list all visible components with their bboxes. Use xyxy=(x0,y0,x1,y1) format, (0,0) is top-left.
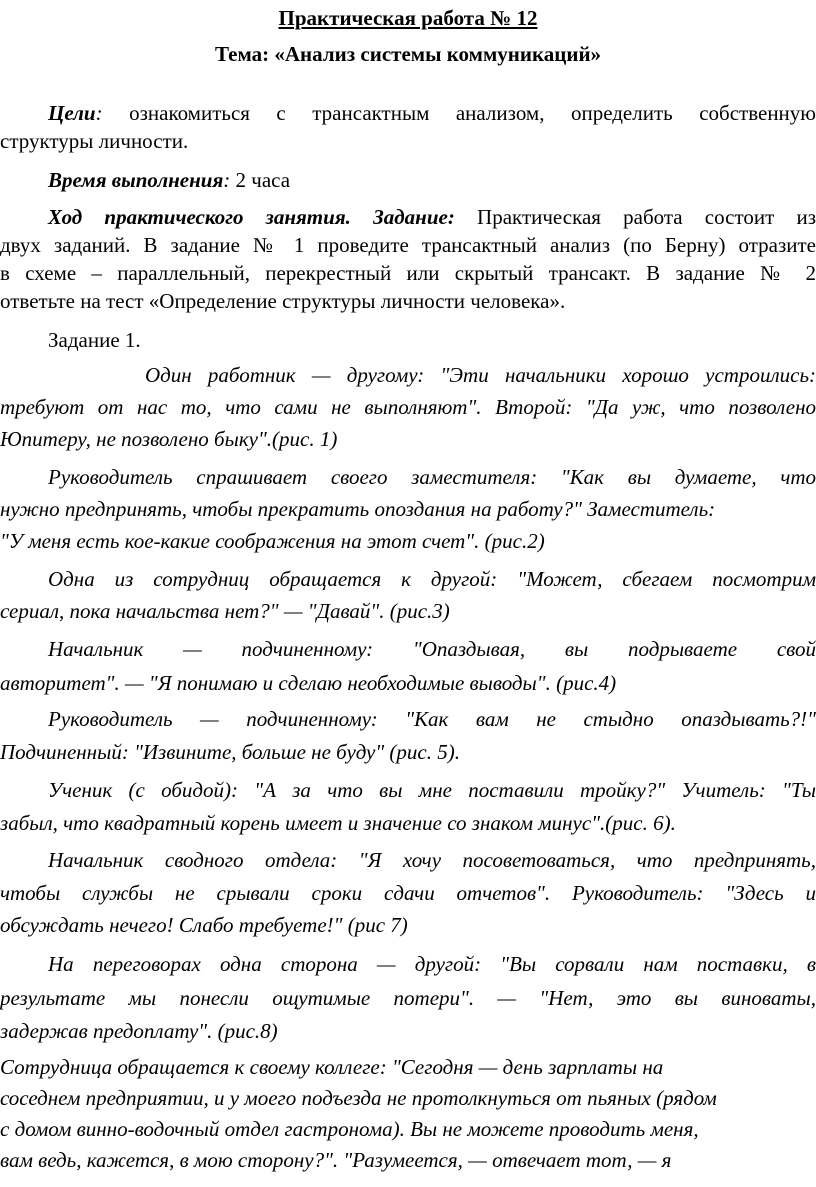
situation-7-line-3: обсуждать нечего! Слабо требуете!" (рис 7) xyxy=(0,913,408,937)
situation-1-line-2: требуют от нас то, что сами не выполняют". Второй: "Да уж, что позволено xyxy=(0,395,816,419)
situation-9-line-2: соседнем предприятии, и у моего подъезда не протолкнуться от пьяных (рядом xyxy=(0,1086,717,1110)
situation-1-line-3: Юпитеру, не позволено быку".(рис. 1) xyxy=(0,427,338,451)
time-line xyxy=(0,166,816,194)
procedure-text-3: в схеме – параллельный, перекрестный или скрытый трансакт. В задание № 2 xyxy=(0,261,816,285)
situation-2-line-2: нужно предпринять, чтобы прекратить опоздания на работу?" Заместитель: xyxy=(0,497,716,521)
situation-3-line-2: сериал, пока начальства нет?" — "Давай". (рис.3) xyxy=(0,599,450,623)
task-heading: Задание 1. xyxy=(48,328,141,352)
time-label: Время выполнения xyxy=(48,168,224,192)
time-colon: : xyxy=(223,168,231,192)
procedure-text-1: Практическая работа состоит из xyxy=(454,205,816,229)
situation-4-line-1: Начальник — подчиненному: "Опаздывая, вы подрываете свой xyxy=(48,637,816,661)
situation-8-line-1: На переговорах одна сторона — другой: "Вы сорвали нам поставки, в xyxy=(48,952,816,976)
situation-1-line-1: Один работник — другому: "Эти начальники хорошо устроились: xyxy=(145,363,816,387)
situation-6-line-1: Ученик (с обидой): "А за что вы мне поставили тройку?" Учитель: "Ты xyxy=(48,778,816,802)
situation-4-line-2: авторитет". — "Я понимаю и сделаю необходимые выводы". (рис.4) xyxy=(0,671,617,695)
situation-8-line-3: задержав предоплату". (рис.8) xyxy=(0,1019,278,1043)
procedure-line-1 xyxy=(0,203,816,231)
procedure-text-4: ответьте на тест «Определение структуры личности человека». xyxy=(0,289,566,313)
procedure-text-2: двух заданий. В задание № 1 проведите трансактный анализ (по Берну) отразите xyxy=(0,233,816,257)
situation-5-line-2: Подчиненный: "Извините, больше не буду" (рис. 5). xyxy=(0,740,460,764)
situation-9-line-3: с домом винно-водочный отдел гастронома). Вы не можете проводить меня, xyxy=(0,1117,699,1141)
situation-7-line-2: чтобы службы не срывали сроки сдачи отчетов". Руководитель: "Здесь и xyxy=(0,881,816,905)
situation-2-line-3: "У меня есть кое-какие соображения на этот счет". (рис.2) xyxy=(0,529,545,553)
situation-5-line-1: Руководитель — подчиненному: "Как вам не стыдно опаздывать?!" xyxy=(48,707,816,731)
situation-9-line-4: вам ведь, кажется, в мою сторону?". "Разумеется, — отвечает тот, — я xyxy=(0,1148,672,1172)
goal-line-1 xyxy=(0,99,816,127)
situation-8-line-2: результате мы понесли ощутимые потери". — "Нет, это вы виноваты, xyxy=(0,986,816,1010)
situation-3-line-1: Одна из сотрудниц обращается к другой: "Может, сбегаем посмотрим xyxy=(48,567,816,591)
goal-text-1: ознакомиться с трансактным анализом, определить собственную xyxy=(102,101,816,125)
time-value: 2 часа xyxy=(230,168,291,192)
page-title: Практическая работа № 12 xyxy=(278,6,538,30)
situation-7-line-1: Начальник сводного отдела: "Я хочу посоветоваться, что предпринять, xyxy=(48,848,816,872)
goal-label: Цели xyxy=(48,101,96,125)
goal-text-2: структуры личности. xyxy=(0,129,189,153)
page-topic: Тема: «Анализ системы коммуникаций» xyxy=(214,42,602,66)
situation-2-line-1: Руководитель спрашивает своего заместителя: "Как вы думаете, что xyxy=(48,465,816,489)
situation-6-line-2: забыл, что квадратный корень имеет и значение со знаком минус".(рис. 6). xyxy=(0,811,676,835)
procedure-label: Ход практического занятия. Задание: xyxy=(48,205,455,229)
situation-9-line-1: Сотрудница обращается к своему коллеге: "Сегодня — день зарплаты на xyxy=(0,1055,664,1079)
goal-colon: : xyxy=(95,101,103,125)
